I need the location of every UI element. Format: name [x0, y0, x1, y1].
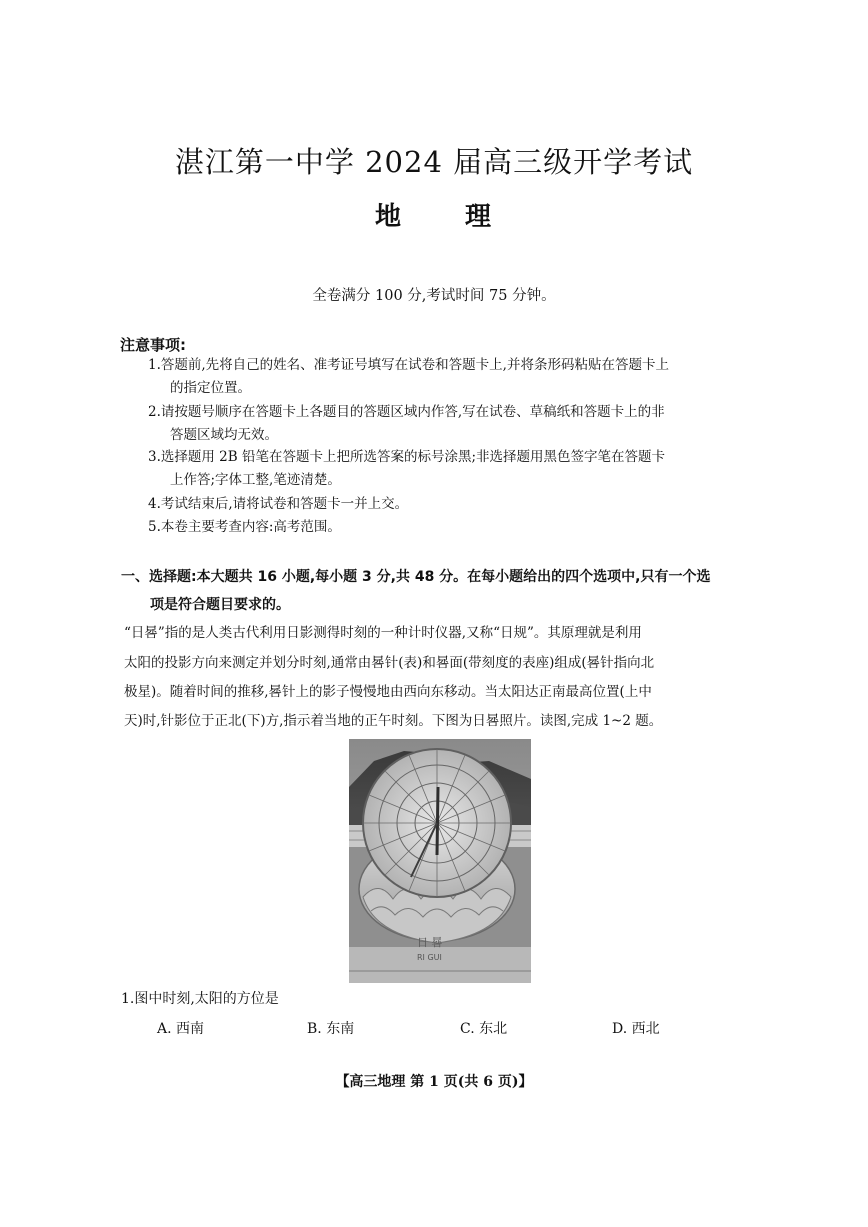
sundial-image: [349, 739, 531, 983]
plaque-text: 日 晷: [417, 936, 443, 949]
exam-title: 湛江第一中学 2024 届高三级开学考试: [174, 145, 694, 179]
option-c: C. 东北: [460, 1021, 508, 1037]
note-line: 答题区域均无效。: [170, 427, 278, 443]
passage-line: “日晷”指的是人类古代利用日影测得时刻的一种计时仪器,又称“日规”。其原理就是利用: [124, 625, 642, 641]
plaque-pinyin: RI GUI: [417, 953, 442, 962]
option-d: D. 西北: [612, 1021, 660, 1037]
option-b: B. 东南: [307, 1021, 355, 1037]
note-line: 3.选择题用 2B 铅笔在答题卡上把所选答案的标号涂黑;非选择题用黑色签字笔在答题卡: [148, 449, 666, 465]
sundial-photo: [349, 739, 531, 983]
page-footer: 【高三地理 第 1 页(共 6 页)】: [335, 1074, 533, 1090]
note-line: 的指定位置。: [170, 380, 251, 396]
exam-info: 全卷满分 100 分,考试时间 75 分钟。: [312, 288, 556, 304]
subject-char-2: 理: [465, 202, 494, 232]
question-stem: 1.图中时刻,太阳的方位是: [121, 991, 279, 1007]
section-heading-line-2: 项是符合题目要求的。: [150, 597, 290, 613]
section-heading-line-1: 一、选择题:本大题共 16 小题,每小题 3 分,共 48 分。在每小题给出的四个选项中,只有一个选: [121, 569, 711, 585]
note-line: 上作答;字体工整,笔迹清楚。: [170, 472, 341, 488]
passage-line: 天)时,针影位于正北(下)方,指示着当地的正午时刻。下图为日晷照片。读图,完成 1~2 题。: [124, 713, 663, 729]
note-line: 2.请按题号顺序在答题卡上各题目的答题区域内作答,写在试卷、草稿纸和答题卡上的非: [148, 404, 665, 420]
section-heading: [121, 563, 751, 619]
note-line: 4.考试结束后,请将试卷和答题卡一并上交。: [148, 496, 409, 512]
passage-line: 极星)。随着时间的推移,晷针上的影子慢慢地由西向东移动。当太阳达正南最高位置(上中: [124, 684, 652, 700]
passage-line: 太阳的投影方向来测定并划分时刻,通常由晷针(表)和晷面(带刻度的表座)组成(晷针指向北: [124, 655, 655, 671]
subject-char-1: 地: [374, 202, 403, 232]
notes-heading: 注意事项:: [120, 336, 186, 354]
subject-title: [0, 196, 868, 233]
note-line: 5.本卷主要考查内容:高考范围。: [148, 519, 341, 535]
note-line: 1.答题前,先将自己的姓名、准考证号填写在试卷和答题卡上,并将条形码粘贴在答题卡上: [148, 357, 669, 373]
option-a: A. 西南: [157, 1021, 205, 1037]
